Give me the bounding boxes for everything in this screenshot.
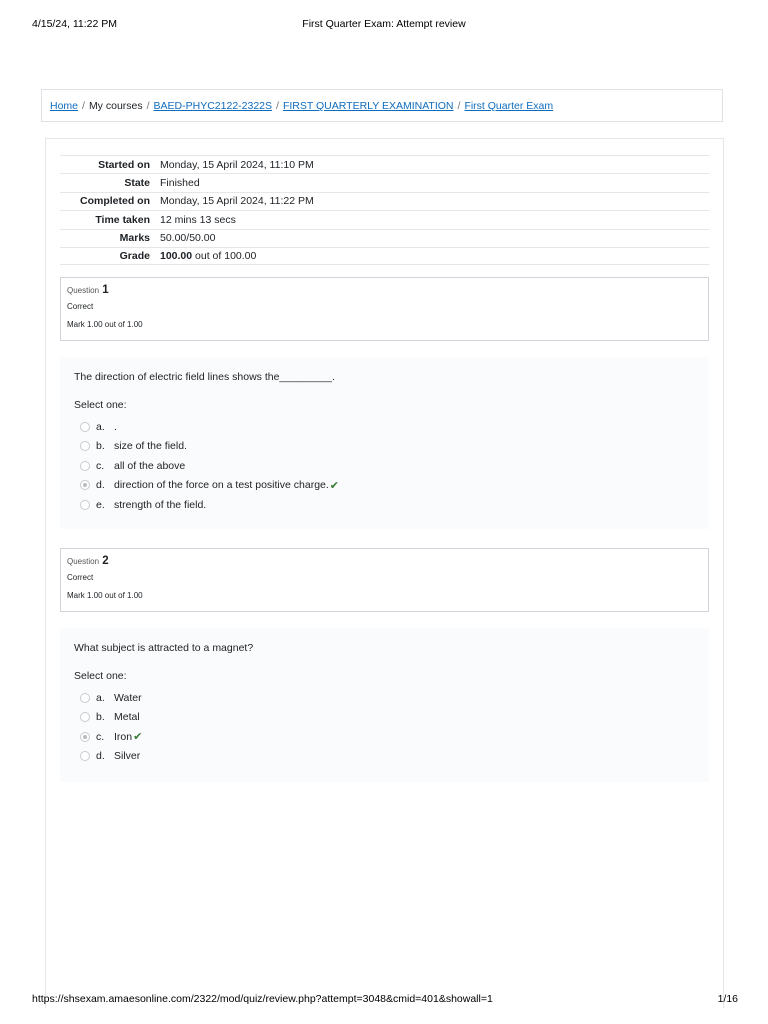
- option-text: direction of the force on a test positive charge.: [114, 479, 329, 492]
- breadcrumb-separator: /: [276, 100, 279, 112]
- question-text: What subject is attracted to a magnet?: [74, 642, 254, 654]
- option-text: Metal: [114, 711, 140, 724]
- option-letter: a.: [96, 691, 105, 704]
- question-number: [67, 555, 702, 567]
- breadcrumb-home-link[interactable]: Home: [50, 100, 79, 112]
- breadcrumb-quiz-link[interactable]: First Quarter Exam: [464, 100, 554, 112]
- question-text: The direction of electric field lines shows the_________.: [74, 371, 335, 383]
- answer-option[interactable]: [74, 495, 695, 515]
- question-number: [67, 284, 702, 296]
- question-grade: Mark 1.00 out of 1.00: [67, 591, 143, 600]
- question-number-value: 2: [102, 555, 109, 567]
- option-letter: b.: [96, 711, 105, 724]
- option-letter: c.: [96, 730, 105, 743]
- summary-label: Time taken: [95, 213, 150, 226]
- option-text: Water: [114, 691, 142, 704]
- radio-button[interactable]: [80, 712, 90, 722]
- question-prefix: Question: [67, 286, 100, 295]
- attempt-summary-table: [60, 155, 709, 265]
- breadcrumb-section-link[interactable]: FIRST QUARTERLY EXAMINATION: [282, 100, 454, 112]
- print-footer: [32, 993, 738, 1007]
- question-state: Correct: [67, 573, 94, 582]
- breadcrumb-my-courses: My courses: [88, 100, 143, 112]
- summary-row-state: [60, 173, 709, 191]
- option-letter: b.: [96, 440, 105, 453]
- summary-label: State: [124, 177, 150, 190]
- question-content-1: [60, 357, 709, 529]
- summary-value: 50.00/50.00: [160, 232, 216, 245]
- radio-button[interactable]: [80, 693, 90, 703]
- option-letter: d.: [96, 750, 105, 763]
- answer-option[interactable]: [74, 708, 695, 728]
- radio-button-checked[interactable]: [80, 732, 90, 742]
- print-page-title: First Quarter Exam: Attempt review: [302, 18, 466, 30]
- summary-value: 12 mins 13 secs: [160, 213, 236, 226]
- answer-option-selected[interactable]: [74, 727, 695, 747]
- summary-label: Completed on: [80, 195, 150, 208]
- summary-label: Grade: [119, 250, 150, 263]
- question-number-value: 1: [102, 284, 109, 296]
- answer-option[interactable]: [74, 456, 695, 476]
- breadcrumb-separator: /: [146, 100, 150, 112]
- print-datetime: 4/15/24, 11:22 PM: [32, 18, 118, 30]
- option-letter: c.: [96, 459, 105, 472]
- correct-check-icon: ✔: [329, 479, 340, 492]
- breadcrumb-separator: /: [457, 100, 461, 112]
- breadcrumb-course-link[interactable]: BAED-PHYC2122-2322S: [153, 100, 273, 112]
- option-text: Silver: [114, 750, 141, 763]
- option-text: size of the field.: [114, 440, 187, 453]
- radio-button[interactable]: [80, 422, 90, 432]
- option-letter: d.: [96, 479, 105, 492]
- correct-check-icon: ✔: [133, 731, 143, 744]
- option-text: strength of the field.: [114, 498, 207, 511]
- question-info-1: [60, 277, 709, 341]
- radio-button[interactable]: [80, 441, 90, 451]
- radio-button[interactable]: [80, 461, 90, 471]
- select-one-prompt: Select one:: [74, 670, 127, 682]
- summary-row-started: [60, 155, 709, 173]
- question-content-2: [60, 628, 709, 782]
- grade-out-of: out of 100.00: [192, 250, 257, 263]
- summary-label: Started on: [98, 158, 150, 171]
- print-header: [32, 18, 736, 32]
- summary-value: [160, 250, 709, 262]
- option-text: .: [114, 420, 117, 433]
- summary-value: Monday, 15 April 2024, 11:10 PM: [160, 158, 314, 171]
- option-letter: a.: [96, 420, 105, 433]
- summary-row-grade: [60, 247, 709, 265]
- answer-option[interactable]: [74, 417, 695, 437]
- question-grade: Mark 1.00 out of 1.00: [67, 320, 143, 329]
- summary-label: Marks: [119, 232, 150, 245]
- summary-row-completed: [60, 192, 709, 210]
- option-letter: e.: [96, 498, 105, 511]
- radio-button[interactable]: [80, 751, 90, 761]
- select-one-prompt: Select one:: [74, 399, 127, 411]
- option-text: all of the above: [114, 459, 186, 472]
- summary-value: Monday, 15 April 2024, 11:22 PM: [160, 195, 314, 208]
- option-text: Iron: [114, 730, 133, 743]
- summary-row-marks: [60, 229, 709, 247]
- breadcrumb-separator: /: [82, 100, 85, 112]
- summary-value: Finished: [160, 177, 200, 190]
- answer-option-selected[interactable]: [74, 476, 695, 496]
- answer-option[interactable]: [74, 688, 695, 708]
- question-info-2: [60, 548, 709, 612]
- grade-value: 100.00: [160, 250, 193, 263]
- breadcrumb: [41, 89, 723, 122]
- question-prefix: Question: [67, 557, 100, 566]
- answer-option[interactable]: [74, 437, 695, 457]
- print-url: https://shsexam.amaesonline.com/2322/mod/quiz/review.php?attempt=3048&cmid=401&showall=1: [32, 993, 493, 1005]
- summary-row-time-taken: [60, 210, 709, 228]
- question-state: Correct: [67, 302, 94, 311]
- print-page-number: 1/16: [717, 993, 738, 1005]
- radio-button[interactable]: [80, 500, 90, 510]
- radio-button-checked[interactable]: [80, 480, 90, 490]
- answer-option[interactable]: [74, 747, 695, 767]
